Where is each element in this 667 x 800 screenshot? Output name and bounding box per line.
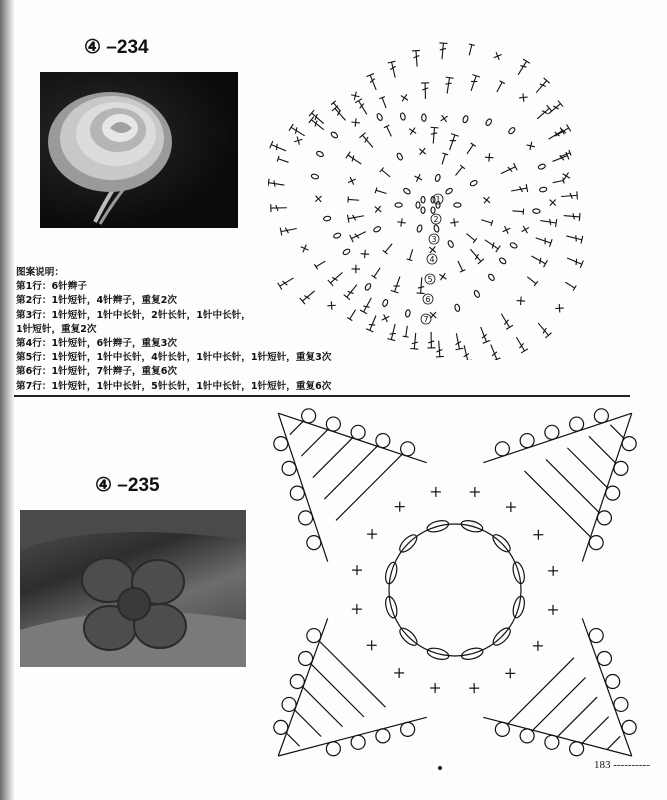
stitch-symbol [487,343,500,360]
round-number-text: 5 [427,275,433,284]
stitch-symbol [410,333,419,350]
stitch-symbol [483,197,490,204]
stitch-symbol [422,114,427,121]
stitch-symbol [352,265,360,273]
stitch-symbol [416,224,422,232]
plus-stitch-symbol [394,668,404,678]
chain-symbol [421,207,425,213]
stitch-symbol [360,296,375,314]
stitch-symbol [348,177,356,185]
stitch-symbol [405,309,411,317]
round-number-label [427,254,437,264]
round-number-text: 1 [435,195,441,204]
stitch-symbol [565,232,582,244]
stitch-symbol [439,273,446,280]
plus-stitch-symbol [470,487,480,497]
page-dot [438,766,442,770]
stitch-symbol [382,299,389,307]
round-number-text: 4 [429,255,435,264]
four-petal-crochet-chart [270,400,640,760]
stitch-symbol [414,174,422,182]
stitch-symbol [499,163,517,177]
stitch-symbol [433,224,439,232]
stitch-symbol [330,131,338,139]
stitch-symbol [538,163,546,170]
stitch-symbol [350,228,368,242]
plus-stitch-symbol [533,641,543,651]
stitch-symbol [494,81,505,94]
round-number-text: 6 [425,295,431,304]
stitch-symbol [301,245,309,253]
stitch-symbol [376,113,383,121]
stitch-symbol [372,266,383,278]
stitch-symbol [552,178,564,186]
stitch-symbol [447,240,454,248]
pattern-235-title: ④ –235 [95,475,160,496]
stitch-symbol [454,203,461,207]
stitch-symbol [328,269,345,286]
stitch-symbol [527,142,535,150]
round-number-label [431,214,441,224]
stitch-symbol [407,248,416,260]
plus-stitch-symbol [506,502,516,512]
stitch-symbol [563,172,570,179]
stitch-symbol [375,206,382,213]
instruction-row: 第2行：1针短针，4针辫子，重复2次 [16,295,178,307]
rose-flower-photo [40,72,238,228]
stitch-symbol [366,314,380,332]
chain-symbol [421,197,425,203]
round-number-label [425,274,435,284]
stitch-symbol [550,199,556,205]
instruction-row: 第5行：1针短针，1针中长针，4针长针，1针中长针，1针短针，重复3次 [16,352,332,364]
plus-stitch-symbol [533,530,543,540]
stitch-symbol [477,326,490,344]
round-number-text: 3 [431,235,437,244]
stitch-symbol [455,260,465,273]
stitch-symbol [316,150,324,157]
plus-stitch-symbol [548,566,558,576]
stitch-symbol [503,226,511,234]
stitch-symbol [355,99,370,117]
stitch-symbol [359,133,375,150]
stitch-symbol [540,217,557,227]
stitch-symbol [294,137,302,145]
stitch-symbol [396,152,403,160]
stitch-symbol [417,277,426,294]
stitch-symbol [563,212,580,221]
stitch-symbol [361,250,369,258]
stitch-symbol [271,204,287,212]
stitch-symbol [429,127,438,144]
stitch-symbol [533,78,550,95]
stitch-symbol [485,118,493,126]
stitch-symbol [452,332,463,349]
stitch-symbol [517,297,525,305]
stitch-symbol [364,283,372,291]
stitch-symbol [351,118,359,126]
stitch-symbol [332,106,349,123]
stitch-symbol [427,332,435,348]
stitch-symbol [487,273,495,281]
stitch-symbol [351,92,359,100]
stitch-symbol [466,44,474,56]
stitch-symbol [445,187,453,195]
plus-stitch-symbol [352,604,362,614]
stitch-symbol [323,216,331,221]
round-number-text: 7 [423,315,429,324]
plus-stitch-symbol [430,683,440,693]
plus-stitch-symbol [367,529,377,539]
stitch-symbol [419,148,426,155]
stitch-symbol [347,308,358,321]
round-number-label [433,194,443,204]
stitch-symbol [539,187,547,192]
stitch-symbol [561,191,578,200]
stitch-symbol [346,152,364,168]
stitch-symbol [513,335,528,353]
stitch-symbol [400,112,406,120]
stitch-symbol [465,143,476,155]
stitch-symbol [533,209,540,214]
stitch-symbol [566,254,584,268]
section-divider [14,395,630,397]
plus-stitch-symbol [548,605,558,615]
stitch-symbol [519,93,527,101]
book-spine-shadow [0,0,14,800]
stitch-symbol [534,234,552,247]
stitch-symbol [429,246,436,253]
stitch-symbol [508,127,516,135]
pattern-234-title: ④ –234 [84,37,149,58]
stitch-symbol [403,325,411,337]
center-ring [389,524,521,656]
stitch-symbol [465,231,477,243]
chain-symbol [431,207,435,213]
stitch-symbol [342,248,350,256]
stitch-symbol [397,218,405,226]
stitch-symbol [412,50,421,67]
stitch-symbol [309,117,326,133]
stitch-symbol [380,168,392,180]
stitch-symbol [333,232,341,239]
round-number-label [423,294,433,304]
stitch-symbol [530,253,548,268]
plus-stitch-symbol [505,668,515,678]
round-number-text: 2 [433,215,439,224]
stitch-symbol [315,196,321,202]
stitch-symbol [438,43,447,60]
stitch-symbol [314,259,327,270]
stitch-symbol [289,124,307,139]
stitch-symbol [450,218,458,226]
stitch-symbol [435,174,441,182]
stitch-symbol [382,314,390,322]
plus-stitch-symbol [352,565,362,575]
stitch-symbol [327,301,335,309]
stitch-symbol [498,312,513,330]
stitch-symbol [470,180,478,187]
instruction-row: 第3行：1针短针，1针中长针，2针长针，1针中长针， [16,309,251,321]
stitch-symbol [460,344,471,360]
stitch-symbol [270,141,288,155]
stitch-symbol [564,280,577,291]
stitch-symbol [467,75,480,93]
stitch-symbol [454,304,460,312]
stitch-symbol [453,165,465,177]
stitch-symbol [525,275,537,287]
chain-symbol [416,202,420,208]
stitch-symbol [485,153,493,161]
stitch-symbol [379,97,389,109]
stitch-symbol [510,184,527,195]
stitch-symbol [391,275,404,293]
stitch-symbol [421,83,429,99]
instruction-row: 第6行：1针短针，7针辫子，重复6次 [16,366,178,378]
stitch-symbol [512,208,523,215]
stitch-symbol [435,340,444,357]
stitch-symbol [462,115,469,123]
stitch-symbol [473,290,480,298]
stitch-symbol [388,61,399,78]
stitch-symbol [522,226,529,233]
plus-stitch-symbol [367,640,377,650]
stitch-symbol [499,257,507,265]
stitch-symbol [403,187,411,195]
stitch-symbol [348,212,365,223]
stitch-symbol [278,275,296,290]
stitch-symbol [439,153,448,165]
instruction-row: 1针短针，重复2次 [16,323,97,335]
stitch-symbol [535,320,551,337]
stitch-symbol [387,323,399,340]
stitch-symbol [446,134,459,152]
stitch-symbol [509,242,517,249]
instruction-row: 第7行：1针短针，1针中长针，5针长针，1针中长针，1针短针，重复6次 [16,380,332,392]
stitch-symbol [443,77,453,94]
instructions-heading: 图案说明： [16,267,64,278]
stitch-symbol [401,94,408,101]
stitch-symbol [483,237,501,253]
rose-crochet-chart [268,30,640,360]
instruction-row: 第4行：1针短针，6针辫子，重复3次 [16,338,178,350]
instruction-row: 第1行：6针辫子 [16,281,87,293]
stitch-symbol [555,304,563,312]
plus-stitch-symbol [431,487,441,497]
stitch-symbol [395,203,402,207]
stitch-symbol [348,196,359,203]
stitch-symbol [494,52,502,60]
plus-stitch-symbol [469,683,479,693]
petal [483,409,636,562]
stitch-symbol [311,173,319,179]
round-number-label [429,234,439,244]
plus-stitch-symbol [395,502,405,512]
four-petal-flower-photo [20,510,246,667]
stitch-symbol [277,156,289,165]
stitch-symbol [268,179,285,189]
stitch-symbol [280,225,297,236]
page-number: 183 ---------- [594,759,650,771]
stitch-symbol [515,59,530,77]
stitch-symbol [467,247,483,264]
round-number-label [421,314,431,324]
stitch-symbol [366,74,379,92]
petal [274,409,427,562]
stitch-symbol [384,125,394,138]
stitch-symbol [375,187,387,196]
stitch-symbol [383,242,395,254]
stitch-symbol [344,282,360,299]
stitch-symbol [300,288,317,304]
stitch-symbol [409,128,416,135]
stitch-symbol [373,226,381,233]
stitch-symbol [480,217,492,226]
stitch-symbol [441,115,448,122]
